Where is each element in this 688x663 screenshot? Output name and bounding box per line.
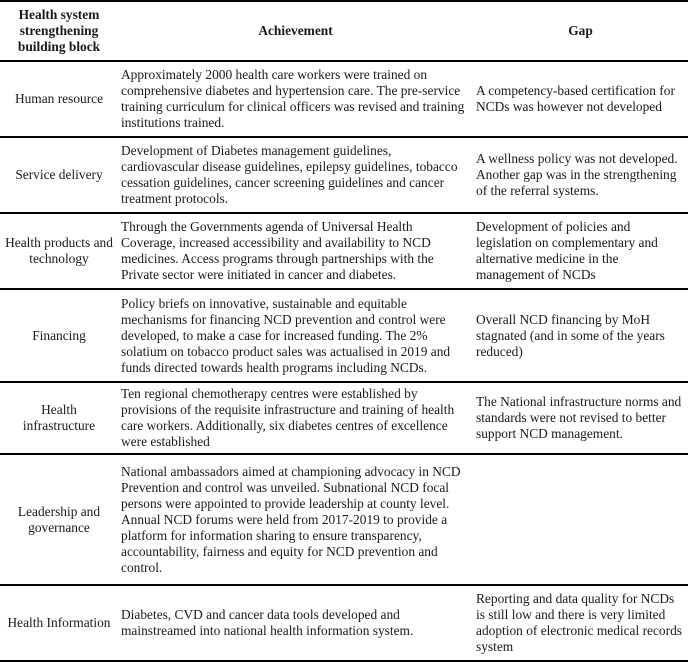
gap-cell: Reporting and data quality for NCDs is still low and there is very limited adoption of electronic medical records system — [476, 591, 682, 654]
header-building-block: Health system strengthening building block — [17, 7, 101, 54]
building-block-cell: Health Information — [7, 615, 111, 630]
building-block-cell: Health infrastructure — [22, 402, 96, 433]
gap-cell: The National infrastructure norms and standards were not revised to better support NCD management. — [476, 394, 682, 441]
building-block-cell: Leadership and governance — [17, 503, 101, 535]
achievement-cell: Development of Diabetes management guidelines, cardiovascular disease guidelines, epilepsy guidelines, tobacco cessation guidelines, cancer screening guidelines and cancer treatment protocols. — [121, 143, 458, 206]
achievement-cell: Ten regional chemotherapy centres were established by provisions of the requisite infrastructure and training of health care workers. Additionally, six diabetes centres of excellence were established — [121, 386, 455, 449]
gap-cell: Development of policies and legislation on complementary and alternative medicine in the management of NCDs — [476, 219, 658, 282]
table-row — [0, 61, 688, 137]
header-achievement: Achievement — [258, 23, 333, 38]
gap-cell: Overall NCD financing by MoH stagnated (and in some of the years reduced) — [476, 311, 665, 359]
table-row — [0, 213, 688, 289]
table-row — [0, 289, 688, 382]
building-block-cell: Service delivery — [15, 167, 103, 182]
achievement-cell: Approximately 2000 health care workers were trained on comprehensive diabetes and hypertension care. The pre-service training curriculum for clinical officers was revised and training institutions trained. — [121, 67, 465, 130]
gap-cell: A competency-based certification for NCDs was however not developed — [476, 83, 675, 114]
achievement-cell: Policy briefs on innovative, sustainable and equitable mechanisms for financing NCD prevention and control were developed, to make a case for increased funding. The 2% solatium on tobacco product sales was actualised in 2019 and funds directed towards health programs including NCDs. — [121, 295, 451, 375]
table-row — [0, 585, 688, 661]
header-gap: Gap — [568, 23, 593, 38]
table-row — [0, 454, 688, 585]
achievement-cell: National ambassadors aimed at championing advocacy in NCD Prevention and control was unveiled. Subnational NCD focal persons were appointed to provide leadership at county level. Annual NCD forums were held from 2017-2019 to provide a platform for information sharing to ensure transparency, accountability, fairness and equity for NCD prevention and control. — [121, 463, 461, 575]
table-row — [0, 137, 688, 213]
gap-cell — [473, 454, 688, 585]
table-row — [0, 382, 688, 454]
header-row — [0, 1, 688, 61]
building-block-cell: Financing — [32, 327, 86, 343]
achievement-cell: Through the Governments agenda of Universal Health Coverage, increased accessibility and availability to NCD medicines. Access programs through partnerships with the Private sector were initiated in cancer and diabetes. — [121, 219, 434, 282]
gap-cell: A wellness policy was not developed. Another gap was in the strengthening of the referral systems. — [476, 151, 678, 198]
building-block-cell: Human resource — [14, 91, 104, 106]
achievement-cell: Diabetes, CVD and cancer data tools developed and mainstreamed into national health information system. — [121, 607, 414, 638]
building-block-cell: Health products and technology — [5, 235, 113, 266]
